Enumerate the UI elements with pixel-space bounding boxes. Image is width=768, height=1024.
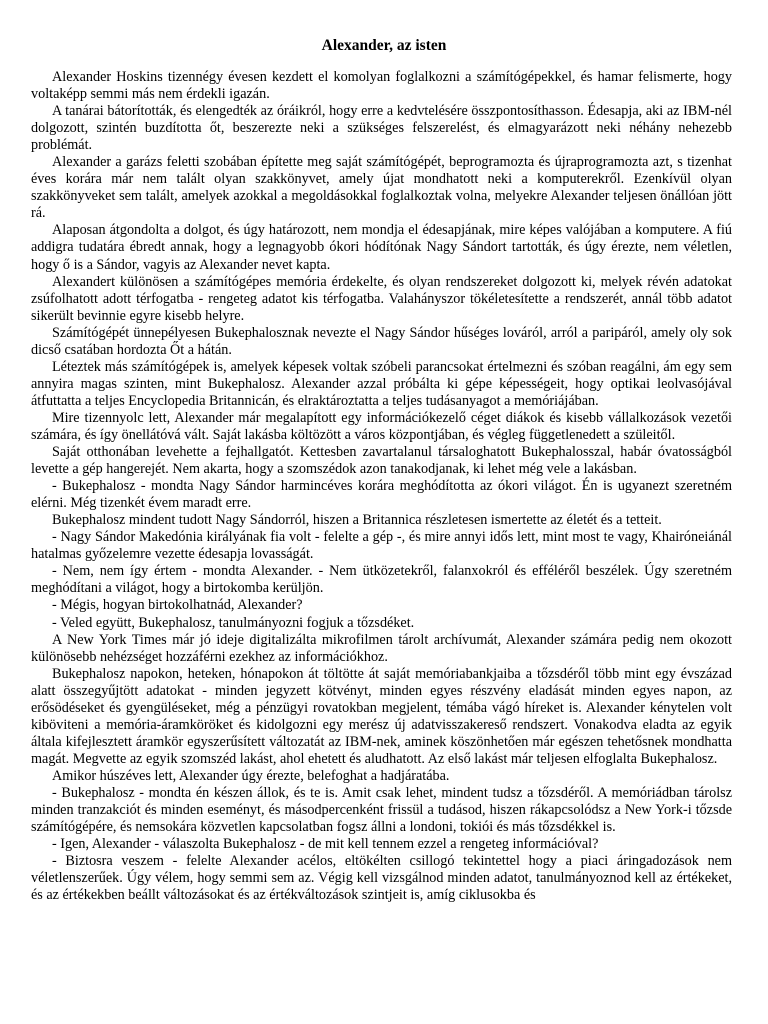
dialogue-line: - Igen, Alexander - válaszolta Bukephalosz - de mit kell tennem ezzel a rengeteg információval?	[52, 836, 599, 853]
paragraph: Számítógépét ünnepélyesen Bukephalosznak nevezte el Nagy Sándor hűséges lováról, arról a paripáról, amely oly sok dicső csatában hordozta Őt a hátán.	[31, 324, 732, 358]
paragraph: Bukephalosz mindent tudott Nagy Sándorról, hiszen a Britannica részletesen ismertette az életét és a tetteit.	[52, 512, 662, 529]
document-body	[31, 69, 732, 904]
dialogue-line: - Veled együtt, Bukephalosz, tanulmányozni fogjuk a tőzsdéket.	[52, 614, 415, 631]
paragraph: Alexander Hoskins tizennégy évesen kezdett el komolyan foglalkozni a számítógépekkel, és hamar felismerte, hogy voltaképp semmi más nem érdekli igazán.	[31, 69, 732, 103]
dialogue-line: - Bukephalosz - mondta Nagy Sándor harmincéves korára meghódította az ókori világot. Én is ugyanezt szeretném elérni. Még tizenkét évem maradt erre.	[31, 478, 732, 512]
paragraph: Alexander a garázs feletti szobában építette meg saját számítógépét, beprogramozta és újraprogramozta azt, s tizenhat éves korára már nem talált olyan szakkönyvet, amely újat mondhatott neki a komputerekről. Ezenkívül olyan szakkönyveket sem talált, amelyek azokkal a megoldásokkal foglalkoztak volna, melyekre Alexander teljesen önállóan jött rá.	[31, 154, 732, 222]
paragraph: Bukephalosz napokon, heteken, hónapokon át töltötte át saját memóriabankjaiba a tőzsdéről több mint egy évszázad alatt összegyűjtött adatokat - minden jegyzett kötvényt, minden egyes részvény eladását minden egyes napon, az erősödéseket és gyengüléseket, még a pénzügyi rovatokban megjelent, témába vágó híreket is. Alexander kénytelen volt kiböviteni a memória-áramköröket és kidolgozni egy merész új adatvisszakereső rendszert. Vonakodva eladta az egyik általa kifejlesztett áramkör egyszerűsített változatát az IBM-nek, aminek köszönhetően már egészen tehetősnek mondhatta magát. Megvette az egyik szomszéd lakást, ahol ehetett és aludhatott. Az első lakást már teljesen elfoglalta Bukephalosz.	[31, 665, 732, 767]
paragraph: Amikor húszéves lett, Alexander úgy érezte, belefoghat a hadjáratába.	[52, 767, 450, 784]
paragraph: Alexandert különösen a számítógépes memória érdekelte, és olyan rendszereket dolgozott ki, melyek révén adatokat zsúfolhatott adott térfogatba - rengeteg adatot kis térfogatba. Valahányszor tökéletesítette a rendszerét, annál több adatot sikerült bevinnie egyre kisebb helyre.	[31, 273, 732, 324]
paragraph: Saját otthonában levehette a fejhallgatót. Kettesben zavartalanul társaloghatott Bukephalosszal, habár óvatosságból levette a gép hangerejét. Nem akarta, hogy a szomszédok azon tanakodjanak, ki lehet még vele a lakásban.	[31, 444, 732, 478]
dialogue-line: - Bukephalosz - mondta én készen állok, és te is. Amit csak lehet, mindent tudsz a tőzsdéről. A memóriádban tárolsz minden tranzakciót és minden eseményt, és másodpercenként frissül a tudásod, hiszen rákapcsolódsz a New York-i tőzsde számítógépére, és nemsokára közvetlen kapcsolatban fogsz állni a londoni, tokiói és más tőzsdékkel is.	[31, 784, 732, 836]
paragraph: Léteztek más számítógépek is, amelyek képesek voltak szóbeli parancsokat értelmezni és szóban reagálni, ám egy sem annyira magas szinten, mint Bukephalosz. Alexander azzal próbálta ki gépe képességeit, hogy optikai leolvasójával átfuttatta a teljes Encyclopedia Britannicán, és elraktároztatta a teljes tudásanyagot a memóriájában.	[31, 358, 732, 409]
paragraph: A tanárai bátorították, és elengedték az óráikról, hogy erre a kedvtelésére összpontosíthasson. Édesapja, aki az IBM-nél dolgozott, szintén buzdította őt, beszerezte neki a szükséges felszerelést, és elmagyarázott neki néhány nehezebb problémát.	[31, 103, 732, 154]
dialogue-line: - Nem, nem így értem - mondta Alexander. - Nem ütközetekről, falanxokról és efféléről beszélek. Úgy szeretném meghódítani a világot, hogy a birtokomba kerüljön.	[31, 563, 732, 597]
paragraph: Alaposan átgondolta a dolgot, és úgy határozott, nem mondja el édesapjának, mire képes valójában a komputere. A fiú addigra tudatára ébredt annak, hogy a legnagyobb ókori hódítónak Nagy Sándort tartották, és úgy érezte, nem véletlen, hogy ő is a Sándor, vagyis az Alexander nevet kapta.	[31, 222, 732, 273]
paragraph: A New York Times már jó ideje digitalizálta mikrofilmen tárolt archívumát, Alexander számára pedig nem okozott különösebb nehézséget hozzáférni ezekhez az információkhoz.	[31, 631, 732, 665]
dialogue-line: - Mégis, hogyan birtokolhatnád, Alexander?	[52, 597, 303, 614]
document-title: Alexander, az isten	[321, 37, 447, 54]
dialogue-line: - Biztosra veszem - felelte Alexander acélos, eltökélten csillogó tekintettel hogy a piaci áringadozások nem véletlenszerűek. Úgy vélem, hogy semmi sem az. Végig kell vizsgálnod minden adatot, tanulmányoznod kell az értékeket, és az értékekben beállt változásokat és az értékváltozások szintjeit is, amíg ciklusokba és	[31, 853, 732, 904]
dialogue-line: - Nagy Sándor Makedónia királyának fia volt - felelte a gép -, és mire annyi idős lett, mint most te vagy, Khairóneiánál hatalmas győzelemre vezette édesapja lovasságát.	[31, 529, 732, 563]
paragraph: Mire tizennyolc lett, Alexander már megalapított egy információkezelő céget diákok és kisebb vállalkozások vezetői számára, és így önellátóvá vált. Saját lakásba költözött a város központjában, és végleg függetlenedett a szüleitől.	[31, 409, 732, 443]
